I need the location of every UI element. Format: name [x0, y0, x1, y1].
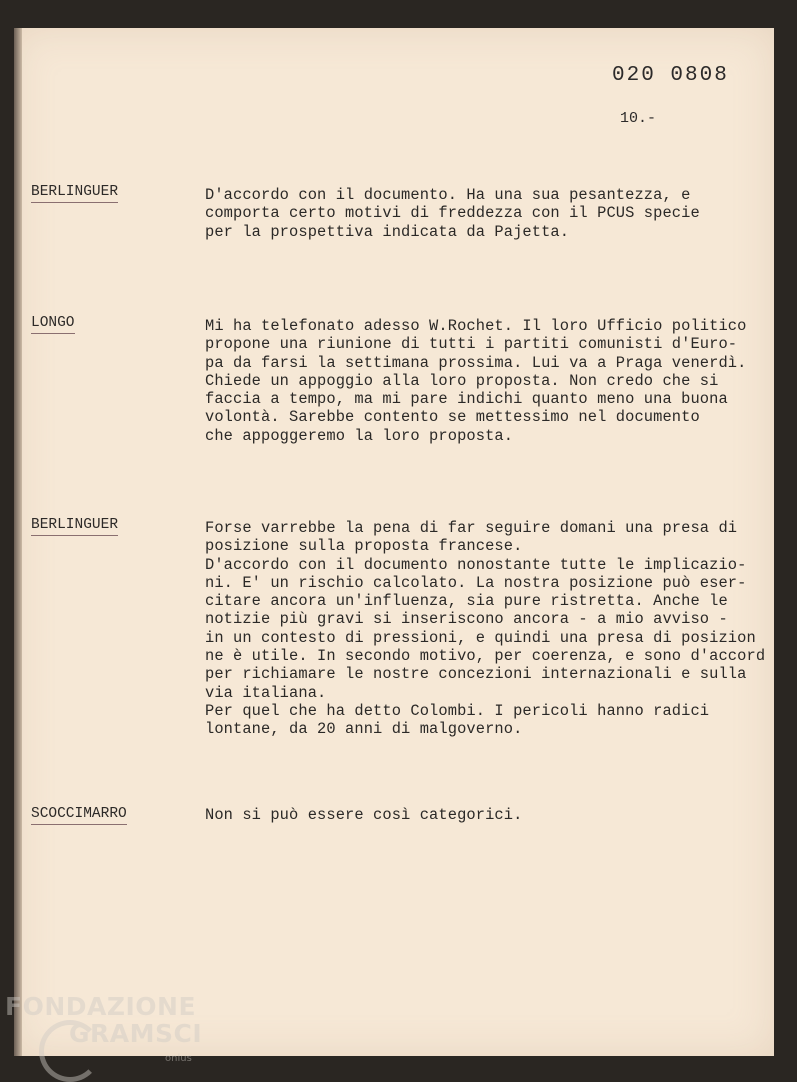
speech-text: Forse varrebbe la pena di far seguire domani una presa di posizione sulla proposta francese. D'accordo con il documento nonostante tutte le implicazio- ni. E' un rischio calcolato. La nostra posizione può eser- citare ancora un'influenza, sia pure ristretta. Anche le notizie più gravi si inseriscono ancora - a mio avviso - in un contesto di pressioni, e quindi una presa di posizion ne è utile. In secondo motivo, per coerenza, e sono d'accord per richiamare le nostre concezioni internazionali e sulla via italiana. Per quel che ha detto Colombi. I pericoli hanno radici lontane, da 20 anni di malgoverno.: [205, 519, 766, 739]
speaker-label: BERLINGUER: [31, 184, 118, 203]
fondazione-gramsci-watermark: [5, 992, 203, 1064]
speaker-label: BERLINGUER: [31, 517, 118, 536]
speaker-label: SCOCCIMARRO: [31, 806, 127, 825]
archive-stamp-number: 020 0808: [612, 64, 729, 87]
speech-text: Non si può essere così categorici.: [205, 806, 523, 824]
watermark-line1: FONDAZIONE: [5, 992, 197, 1021]
watermark-logo-icon: [39, 1020, 101, 1082]
watermark-line2: GRAMSCI: [69, 1019, 203, 1048]
speech-text: Mi ha telefonato adesso W.Rochet. Il loro Ufficio politico propone una riunione di tutti i partiti comunisti d'Euro- pa da farsi la settimana prossima. Lui va a Praga venerdì. Chiede un appoggio alla loro proposta. Non credo che si faccia a tempo, ma mi pare indichi quanto meno una buona volontà. Sarebbe contento se mettessimo nel documento che appoggeremo la loro proposta.: [205, 317, 747, 445]
speech-text: D'accordo con il documento. Ha una sua pesantezza, e comporta certo motivi di freddezza con il PCUS specie per la prospettiva indicata da Pajetta.: [205, 186, 700, 241]
speaker-label: LONGO: [31, 315, 75, 334]
watermark-suffix: onlus: [165, 1053, 192, 1064]
page-binding-edge: [14, 28, 22, 1056]
page-number: 10.-: [620, 110, 657, 127]
